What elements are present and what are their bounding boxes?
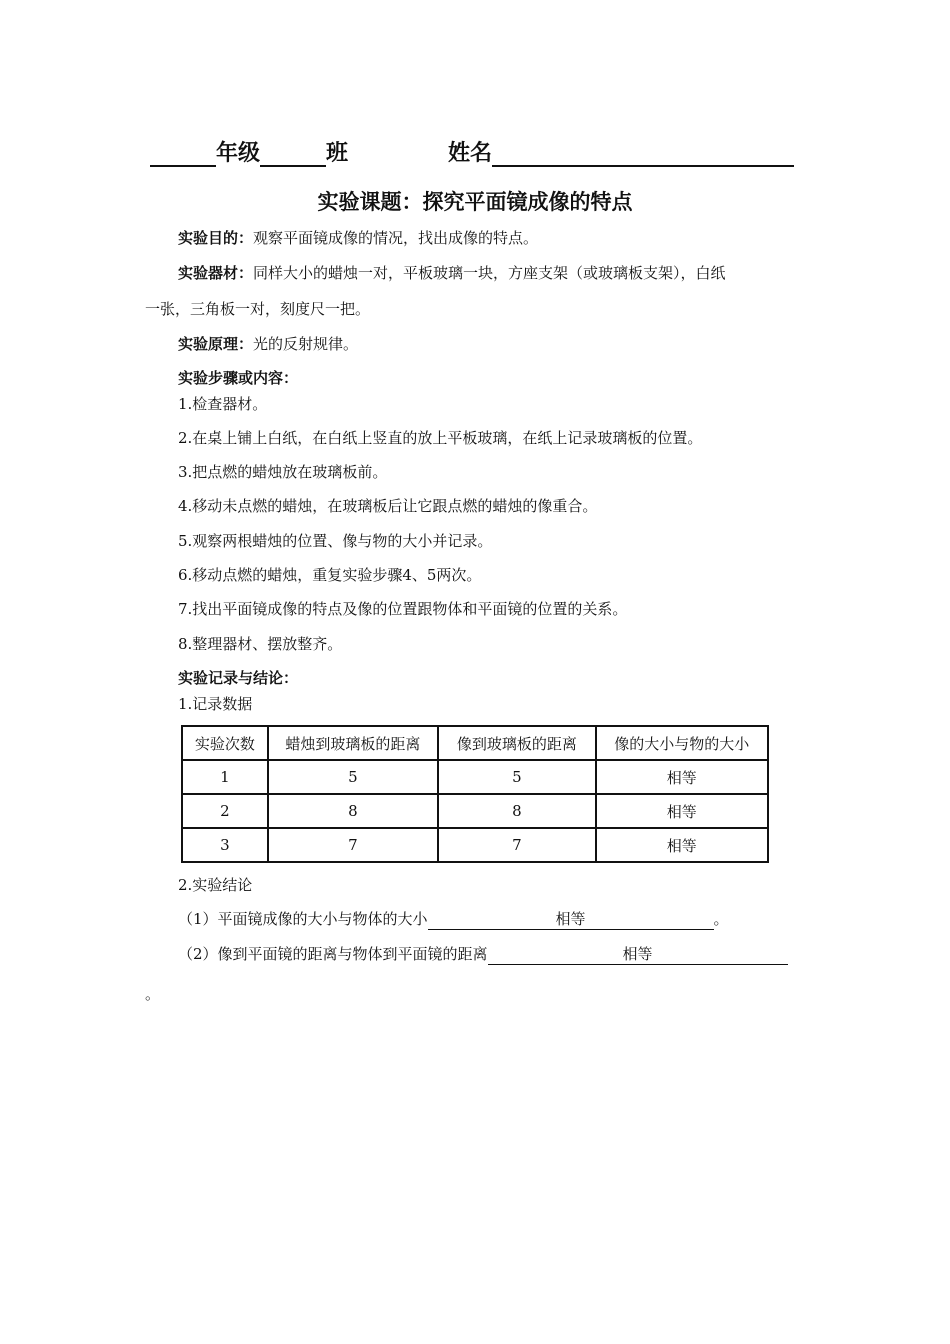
table-cell: 5 xyxy=(438,760,595,794)
step-5: 5.观察两根蜡烛的位置、像与物的大小并记录。 xyxy=(178,532,493,550)
step-8: 8.整理器材、摆放整齐。 xyxy=(178,635,343,653)
purpose-text: 观察平面镜成像的情况，找出成像的特点。 xyxy=(253,229,539,247)
conclusion-label: 2.实验结论 xyxy=(178,876,253,894)
conclusion-2 xyxy=(178,944,788,965)
steps-label: 实验步骤或内容： xyxy=(178,369,299,387)
table-cell: 相等 xyxy=(596,760,768,794)
table-cell: 8 xyxy=(438,794,595,828)
table-cell: 2 xyxy=(182,794,268,828)
equipment-label: 实验器材： xyxy=(178,264,254,282)
step-3: 3.把点燃的蜡烛放在玻璃板前。 xyxy=(178,463,388,481)
equipment-text-1: 同样大小的蜡烛一对，平板玻璃一块，方座支架（或玻璃板支架），白纸 xyxy=(253,264,726,282)
conclusion-1-suffix: 。 xyxy=(713,910,729,928)
table-cell: 1 xyxy=(182,760,268,794)
conclusion-1 xyxy=(178,909,729,930)
student-info-line xyxy=(150,136,794,167)
class-label: 班 xyxy=(326,140,349,166)
table-row xyxy=(182,828,768,862)
table-row xyxy=(182,794,768,828)
class-blank[interactable] xyxy=(260,143,326,167)
table-cell: 7 xyxy=(438,828,595,862)
record-table xyxy=(181,725,769,863)
conclusion-2-suffix: 。 xyxy=(145,985,161,1003)
principle-label: 实验原理： xyxy=(178,335,254,353)
table-header: 像的大小与物的大小 xyxy=(596,726,768,760)
equipment-line-1 xyxy=(178,263,726,283)
name-label: 姓名 xyxy=(448,140,493,166)
step-2: 2.在桌上铺上白纸，在白纸上竖直的放上平板玻璃，在纸上记录玻璃板的位置。 xyxy=(178,429,703,447)
record-data-label: 1.记录数据 xyxy=(178,695,253,713)
principle-text: 光的反射规律。 xyxy=(253,335,359,353)
table-cell: 相等 xyxy=(596,794,768,828)
table-cell: 8 xyxy=(268,794,438,828)
table-header-row xyxy=(182,726,768,760)
table-header: 实验次数 xyxy=(182,726,268,760)
conclusion-2-prefix: （2）像到平面镜的距离与物体到平面镜的距离 xyxy=(178,945,488,963)
purpose-label: 实验目的： xyxy=(178,229,254,247)
table-header: 像到玻璃板的距离 xyxy=(438,726,595,760)
equipment-text-2: 一张，三角板一对，刻度尺一把。 xyxy=(145,300,371,318)
table-cell: 相等 xyxy=(596,828,768,862)
purpose-line xyxy=(178,228,538,248)
step-7: 7.找出平面镜成像的特点及像的位置跟物体和平面镜的位置的关系。 xyxy=(178,600,628,618)
name-blank[interactable] xyxy=(492,143,794,167)
conclusion-1-prefix: （1）平面镜成像的大小与物体的大小 xyxy=(178,910,428,928)
page-title: 实验课题：探究平面镜成像的特点 xyxy=(317,189,633,214)
principle-line xyxy=(178,334,358,354)
step-6: 6.移动点燃的蜡烛，重复实验步骤4、5两次。 xyxy=(178,566,482,584)
table-row xyxy=(182,760,768,794)
step-4: 4.移动未点燃的蜡烛，在玻璃板后让它跟点燃的蜡烛的像重合。 xyxy=(178,497,598,515)
conclusion-2-answer[interactable]: 相等 xyxy=(488,944,788,965)
grade-blank[interactable] xyxy=(150,143,216,167)
table-header: 蜡烛到玻璃板的距离 xyxy=(268,726,438,760)
record-label: 实验记录与结论： xyxy=(178,669,299,687)
table-cell: 5 xyxy=(268,760,438,794)
grade-label: 年级 xyxy=(216,140,261,166)
table-cell: 3 xyxy=(182,828,268,862)
conclusion-1-answer[interactable]: 相等 xyxy=(428,909,714,930)
step-1: 1.检查器材。 xyxy=(178,395,268,413)
table-cell: 7 xyxy=(268,828,438,862)
